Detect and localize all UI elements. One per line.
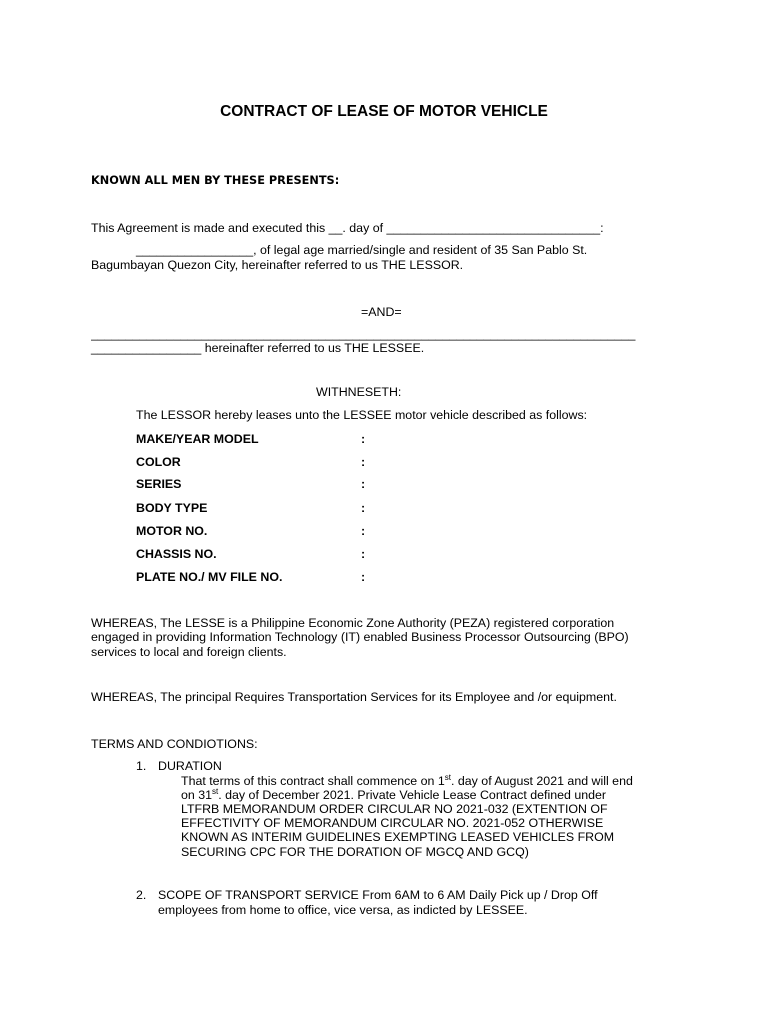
term-2-line-1: SCOPE OF TRANSPORT SERVICE From 6AM to 6 AM Daily Pick up / Drop Off xyxy=(158,888,598,902)
term-1-line-2 xyxy=(181,788,606,802)
term-1-line-4: EFFECTIVITY OF MEMORANDUM CIRCULAR NO. 2021-052 OTHERWISE xyxy=(181,816,604,830)
whereas-1-line-1: WHEREAS, The LESSE is a Philippine Economic Zone Authority (PEZA) registered corporation xyxy=(91,616,615,630)
term-2-number: 2. xyxy=(136,888,147,902)
term-1-line-2-text: on 31 xyxy=(181,788,213,802)
document-title: CONTRACT OF LEASE OF MOTOR VEHICLE xyxy=(220,103,548,120)
spec-label-motor-no: MOTOR NO. xyxy=(136,524,208,538)
and-separator: =AND= xyxy=(361,305,402,319)
terms-heading: TERMS AND CONDIOTIONS: xyxy=(91,737,258,751)
term-1-line-1 xyxy=(181,774,633,788)
lessor-line-1: _________________, of legal age married/single and resident of 35 San Pablo St. xyxy=(136,243,588,257)
term-1-heading: DURATION xyxy=(158,759,222,773)
ordinal-suffix: st xyxy=(212,787,219,796)
witnesseth-heading: WITHNESETH: xyxy=(316,385,402,399)
spec-colon: : xyxy=(361,477,366,491)
spec-colon: : xyxy=(361,501,366,515)
term-1-line-1-text: That terms of this contract shall commence on 1 xyxy=(181,774,445,788)
term-1-line-6: SECURING CPC FOR THE DORATION OF MGCQ AND GCQ) xyxy=(181,845,529,859)
whereas-1-line-3: services to local and foreign clients. xyxy=(91,645,287,659)
term-1-line-5: KNOWN AS INTERIM GUIDELINES EXEMPTING LEASED VEHICLES FROM xyxy=(181,830,615,844)
spec-label-series: SERIES xyxy=(136,477,182,491)
spec-colon: : xyxy=(361,570,366,584)
spec-colon: : xyxy=(361,547,366,561)
spec-label-body-type: BODY TYPE xyxy=(136,501,208,515)
agreement-line: This Agreement is made and executed this __. day of _______________________________: xyxy=(91,221,604,235)
term-1-line-1-text-end: . day of August 2021 and will end xyxy=(451,774,633,788)
term-1-line-2-text-end: . day of December 2021. Private Vehicle Lease Contract defined under xyxy=(218,788,607,802)
spec-label-chassis-no: CHASSIS NO. xyxy=(136,547,217,561)
term-2-line-2: employees from home to office, vice versa, as indicted by LESSEE. xyxy=(158,903,528,917)
whereas-paragraph-2: WHEREAS, The principal Requires Transportation Services for its Employee and /or equipment. xyxy=(91,690,617,704)
lessee-line-2: ________________ hereinafter referred to us THE LESSEE. xyxy=(91,341,425,355)
lessor-line-2: Bagumbayan Quezon City, hereinafter referred to us THE LESSOR. xyxy=(91,258,464,272)
term-1-number: 1. xyxy=(136,759,147,773)
spec-label-plate-no: PLATE NO./ MV FILE NO. xyxy=(136,570,283,584)
term-1-line-3: LTFRB MEMORANDUM ORDER CIRCULAR NO 2021-032 (EXTENTION OF xyxy=(181,802,608,816)
ordinal-suffix: st xyxy=(444,773,451,782)
spec-colon: : xyxy=(361,432,366,446)
spec-label-make-year-model: MAKE/YEAR MODEL xyxy=(136,432,259,446)
lease-intro: The LESSOR hereby leases unto the LESSEE motor vehicle described as follows: xyxy=(136,408,588,422)
spec-colon: : xyxy=(361,455,366,469)
spec-colon: : xyxy=(361,524,366,538)
whereas-1-line-2: engaged in providing Information Technology (IT) enabled Business Processor Outsourcing (BPO) xyxy=(91,630,629,644)
lessee-line-1: _______________________________________________________________________________ xyxy=(91,327,636,341)
spec-label-color: COLOR xyxy=(136,455,181,469)
known-all-men-heading: KNOWN ALL MEN BY THESE PRESENTS: xyxy=(91,174,340,187)
